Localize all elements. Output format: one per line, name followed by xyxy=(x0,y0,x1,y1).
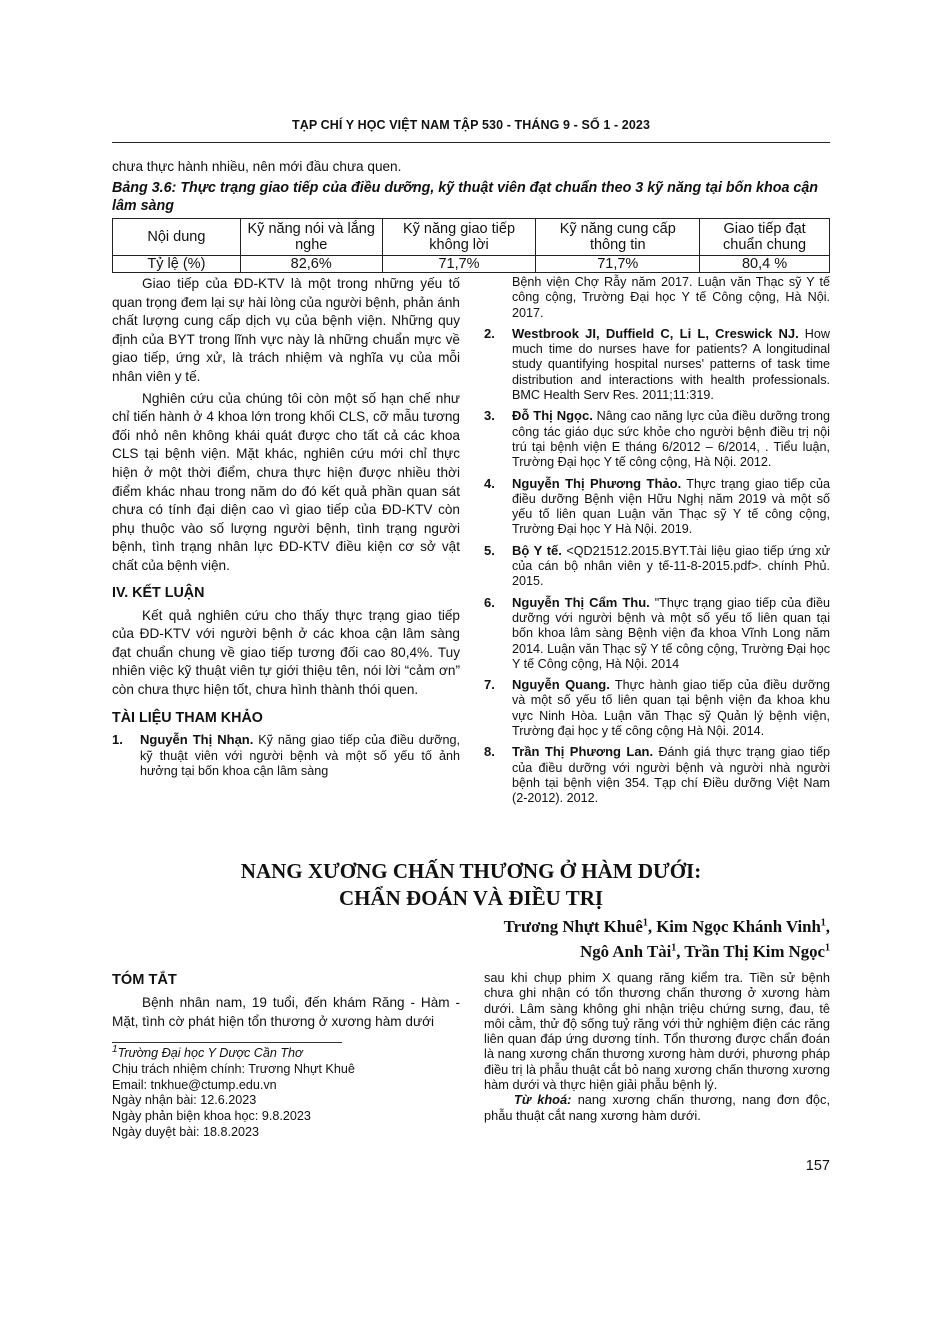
intro-line: chưa thực hành nhiều, nên mới đầu chưa quen. xyxy=(112,159,402,174)
reference-author: Đỗ Thị Ngọc. xyxy=(512,408,593,424)
affiliation-mark: 1 xyxy=(671,942,677,954)
reference-item xyxy=(484,595,830,672)
abstract-heading: TÓM TẮT xyxy=(112,972,177,988)
reference-item xyxy=(484,408,830,470)
abstract-text-left: Bệnh nhân nam, 19 tuổi, đến khám Răng - Hàm - Mặt, tình cờ phát hiện tổn thương ở xương hàm dưới xyxy=(112,995,460,1029)
table-header-cell: Kỹ năng cung cấp thông tin xyxy=(536,219,700,256)
reference-item xyxy=(484,677,830,739)
table-cell: Tỷ lệ (%) xyxy=(113,256,241,273)
affiliation-footnote xyxy=(112,1043,460,1062)
table-header-row xyxy=(113,219,830,256)
table-header-cell: Kỹ năng nói và lắng nghe xyxy=(240,219,382,256)
conclusion-heading: IV. KẾT LUẬN xyxy=(112,584,205,601)
discussion-paragraph: Giao tiếp của ĐD-KTV là một trong những yếu tố quan trọng đem lại sự hài lòng của người bệnh, phản ánh chất lượng cung cấp dịch vụ của bệnh viện. Những quy định của BYT trong lĩnh vực này là những chuẩn mực về giao tiếp, ứng xử, là trách nhiệm và nghĩa vụ của mỗi nhân viên y tế. xyxy=(112,276,460,384)
affiliation-mark: 1 xyxy=(112,1043,118,1055)
reference-number: 8. xyxy=(484,744,495,760)
reference-text: Kỹ năng giao tiếp của điều dưỡng, kỹ thuật viên với người bệnh và một số yếu tố ảnh hưởng tại bốn khoa cận lâm sàng xyxy=(140,733,460,779)
table-cell: 80,4 % xyxy=(700,256,830,273)
reference-item xyxy=(484,744,830,806)
reference-number: 7. xyxy=(484,677,495,693)
author-line xyxy=(400,939,830,964)
table-cell: 71,7% xyxy=(536,256,700,273)
reference-text: How much time do nurses have for patients? A longitudinal study quantifying hospital nurses' patterns of task time distribution and interactions with health professionals. BMC Health Serv Res. 2011;11:319. xyxy=(512,326,830,403)
article-title-line: NANG XƯƠNG CHẤN THƯƠNG Ở HÀM DƯỚI: xyxy=(240,859,702,883)
reference-text: Đánh giá thực trạng giao tiếp của điều dưỡng với người bệnh và người nhà người bệnh tại bệnh viện 354. Tạp chí Điều dưỡng Việt Nam (2-2012). 2012. xyxy=(512,745,830,806)
references-heading: TÀI LIỆU THAM KHẢO xyxy=(112,710,263,727)
reference-list xyxy=(484,326,830,807)
reference-author: Nguyễn Thị Nhạn. xyxy=(140,732,254,748)
table-cell: 71,7% xyxy=(382,256,536,273)
keywords-label: Từ khoá: xyxy=(514,1092,572,1108)
author-list xyxy=(400,914,830,964)
table-row xyxy=(113,256,830,273)
corresponding-author: Chịu trách nhiệm chính: Trương Nhựt Khuê xyxy=(112,1061,355,1076)
reference-author: Nguyễn Thị Cẩm Thu. xyxy=(512,594,650,610)
reference-number: 6. xyxy=(484,594,495,610)
reference-item xyxy=(484,326,830,403)
reference-text: Nâng cao năng lực của điều dưỡng trong công tác giáo dục sức khỏe cho người bệnh điều trị nội trú tại bệnh viện E tháng 6/2012 – 6/2014, . Tiểu luận, Trường Đại học Y tế công cộng, Hà Nội. 2012. xyxy=(512,409,830,470)
reference-number: 2. xyxy=(484,325,495,341)
affiliation-text: Trường Đại học Y Dược Cần Thơ xyxy=(117,1046,303,1060)
reference-text: <QD21512.2015.BYT.Tài liệu giao tiếp ứng xử của cán bộ nhân viên y tế-11-8-2015.pdf>. chính Phủ. 2015. xyxy=(512,543,830,589)
author-name: , Trần Thị Kim Ngọc xyxy=(676,942,825,961)
reference-text: Thực hành giao tiếp của điều dưỡng và một số yếu tố liên quan tại bệnh viện đa khoa khu vực Ninh Hòa. Luận văn Thạc sỹ Quản lý bệnh viện, Trường đại học y tế công cộng Hà Nội. 2014. xyxy=(512,678,831,739)
keywords xyxy=(484,1092,830,1123)
reference-number: 5. xyxy=(484,542,495,558)
author-line: Trương Nhựt Khuê$^1$, Kim Ngọc Khánh Vinh$^1$, xyxy=(503,917,830,936)
reference-item xyxy=(484,476,830,538)
reference-continuation xyxy=(484,275,830,321)
author-name: Ngô Anh Tài xyxy=(580,942,672,961)
reference-author: Trần Thị Phương Lan. xyxy=(512,744,654,760)
footnote-rule xyxy=(112,1042,342,1043)
conclusion-paragraph: Kết quả nghiên cứu cho thấy thực trạng giao tiếp của ĐD-KTV với người bệnh ở các khoa cận lâm sàng đạt chuẩn chung về giao tiếp tương đối cao 80,4%. Tuy nhiên việc kỹ thuật viên tự giới thiệu tên, nói lời “cảm ơn” còn chưa thực hiện tốt, chưa hình thành thói quen. xyxy=(112,607,460,697)
table-caption: Bảng 3.6: Thực trạng giao tiếp của điều dưỡng, kỹ thuật viên đạt chuẩn theo 3 kỹ năng tại bốn khoa cận lâm sàng xyxy=(112,180,819,214)
reference-item xyxy=(112,732,460,779)
affiliation-mark: 1 xyxy=(642,917,648,929)
reference-number: 4. xyxy=(484,475,495,491)
reference-author: Bộ Y tế. xyxy=(512,542,562,558)
reference-text: "Thực trạng giao tiếp của điều dưỡng với người bệnh và một số yếu tố liên quan tại bốn khoa lâm sàng Bệnh viện đa khoa Vĩnh Long năm 2014. Luận văn Thạc sỹ Y tế công cộng, Trường Đại học Y tế Công cộng, Hà Nội. 2014 xyxy=(512,595,830,671)
left-column xyxy=(112,275,460,784)
header-rule xyxy=(112,142,830,143)
received-date: Ngày nhận bài: 12.6.2023 xyxy=(112,1093,257,1108)
table-header-cell: Kỹ năng giao tiếp không lời xyxy=(382,219,536,256)
author-name: Trương Nhựt Khuê xyxy=(503,917,643,936)
footnotes xyxy=(112,1043,460,1141)
reference-number: 1. xyxy=(112,732,123,748)
reference-text: Thực trạng giao tiếp của điều dưỡng Bệnh viện Hữu Nghị năm 2019 và một số yếu tố liên quan Luận văn Thạc sỹ Y tế công cộng, Trường Đại học Y Hà Nội. 2019. xyxy=(512,476,830,537)
table-header-cell: Nội dung xyxy=(113,219,241,256)
reference-author: Nguyễn Quang. xyxy=(512,677,610,693)
email: Email: tnkhue@ctump.edu.vn xyxy=(112,1077,277,1092)
affiliation-mark: 1 xyxy=(820,917,826,929)
right-column xyxy=(484,275,830,812)
article-title-line: CHẨN ĐOÁN VÀ ĐIỀU TRỊ xyxy=(338,886,604,910)
reviewed-date: Ngày phản biện khoa học: 9.8.2023 xyxy=(112,1109,311,1124)
table-cell: 82,6% xyxy=(240,256,382,273)
reference-text: Bệnh viện Chợ Rẫy năm 2017. Luận văn Thạc sỹ Y tế công cộng, Trường Đại học Y tế Công cộng, Hà Nội. 2017. xyxy=(512,275,830,320)
reference-item xyxy=(484,543,830,590)
abstract-continuation: sau khi chụp phim X quang răng kiểm tra. Tiền sử bệnh chưa ghi nhận có tổn thương chấn thương ở xương hàm dưới. Lâm sàng không ghi nhận triệu chứng sưng, đau, tê môi cằm, thử độ sống tuỷ răng với thử nghiệm điện các răng liên quan đáp ứng dương tính. Tổn thương được chẩn đoán là nang xương chấn thương xương hàm dưới, phương pháp điều trị là phẫu thuật cắt bỏ nang xương chấn thương xương hàm dưới và thực hiện giải phẫu bệnh lý. xyxy=(484,970,830,1093)
page-number: 157 xyxy=(805,1158,830,1174)
reference-author: Nguyễn Thị Phương Thảo. xyxy=(512,475,682,491)
limitations-paragraph: Nghiên cứu của chúng tôi còn một số hạn chế như chỉ tiến hành ở 4 khoa lớn trong khối CLS, cỡ mẫu tương đối nhỏ nên không khái quát được cho tất cả các khoa CLS tại bệnh viện. Mặt khác, nghiên cứu mới chỉ thực hiện ở một thời điểm, chưa thực hiện được nhiều thời điểm khác nhau trong năm do đó kết quả phần quan sát chưa có tính đại diện cao vì giao tiếp của ĐD-KTV còn phụ thuộc vào số lượng người bệnh, tình trạng người bệnh, tình trạng nhân lực ĐD-KTV điều kiện cơ sở vật chất của bệnh viện. xyxy=(112,390,460,573)
keywords-text: nang xương chấn thương, nang đơn độc, phẫu thuật cắt nang xương hàm dưới. xyxy=(484,1092,830,1123)
reference-author: Westbrook JI, Duffield C, Li L, Creswick NJ. xyxy=(512,325,799,341)
table-header-cell: Giao tiếp đạt chuẩn chung xyxy=(700,219,830,256)
running-header: TẠP CHÍ Y HỌC VIỆT NAM TẬP 530 - THÁNG 9 - SỐ 1 - 2023 xyxy=(291,118,651,132)
accepted-date: Ngày duyệt bài: 18.8.2023 xyxy=(112,1124,260,1139)
article-title xyxy=(112,858,830,912)
results-table xyxy=(112,218,830,273)
author-name: , Kim Ngọc Khánh Vinh xyxy=(647,917,821,936)
reference-number: 3. xyxy=(484,408,495,424)
affiliation-mark: 1 xyxy=(825,942,830,954)
abstract-text-right xyxy=(484,970,830,1123)
